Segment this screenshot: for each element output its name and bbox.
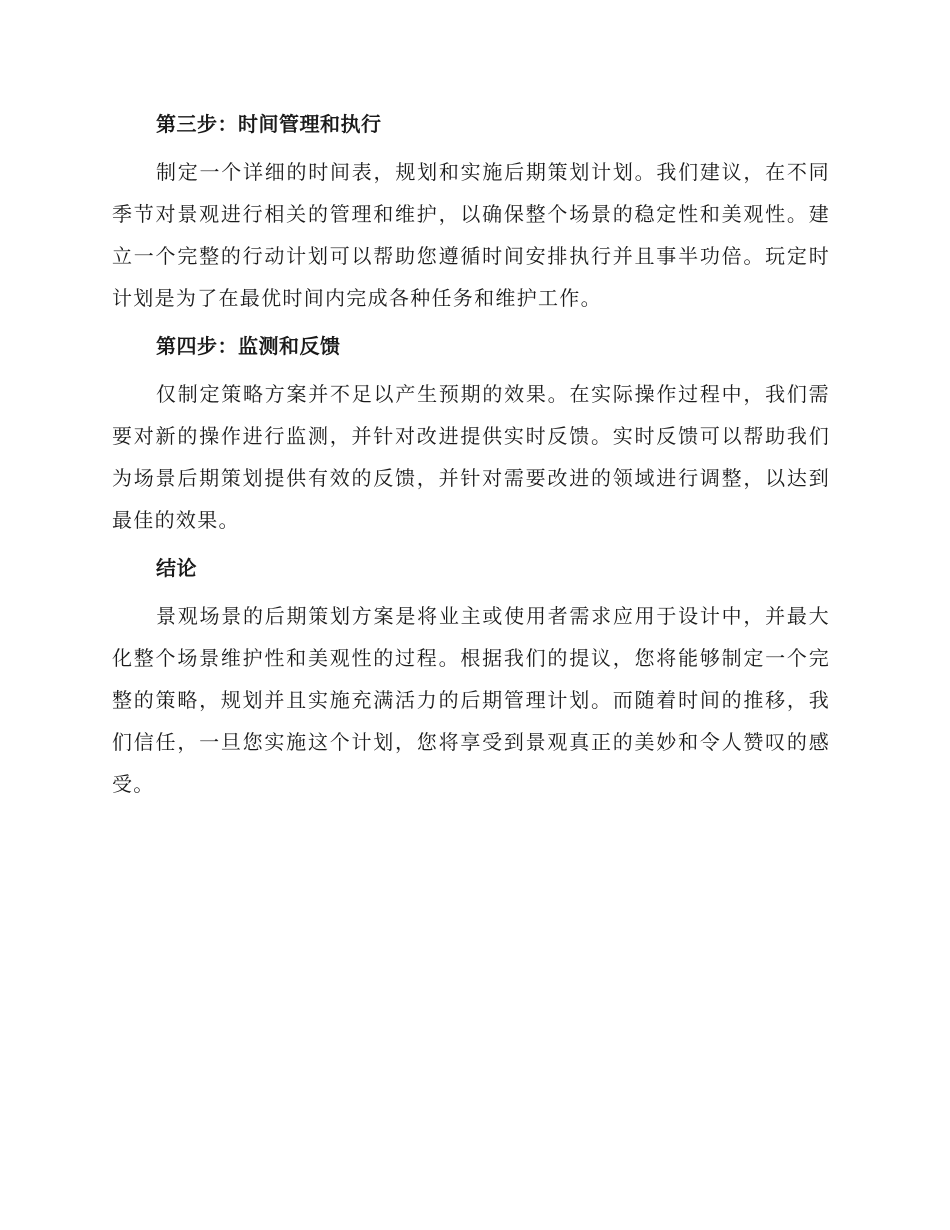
- document-page: [112, 108, 830, 816]
- section-paragraph-step-three: 制定一个详细的时间表，规划和实施后期策划计划。我们建议，在不同季节对景观进行相关的管理和维护，以确保整个场景的稳定性和美观性。建立一个完整的行动计划可以帮助您遵循时间安排执行并且事半功倍。玩定时计划是为了在最优时间内完成各种任务和维护工作。: [112, 160, 830, 310]
- section-heading-step-three: 第三步：时间管理和执行: [156, 112, 382, 136]
- section-heading-step-four: 第四步：监测和反馈: [156, 334, 341, 358]
- section-heading-conclusion: 结论: [156, 556, 197, 580]
- section-paragraph-conclusion: 景观场景的后期策划方案是将业主或使用者需求应用于设计中，并最大化整个场景维护性和美观性的过程。根据我们的提议，您将能够制定一个完整的策略，规划并且实施充满活力的后期管理计划。而随着时间的推移，我们信任，一旦您实施这个计划，您将享受到景观真正的美妙和令人赞叹的感受。: [112, 604, 830, 796]
- section-paragraph-step-four: 仅制定策略方案并不足以产生预期的效果。在实际操作过程中，我们需要对新的操作进行监测，并针对改进提供实时反馈。实时反馈可以帮助我们为场景后期策划提供有效的反馈，并针对需要改进的领域进行调整，以达到最佳的效果。: [112, 382, 830, 532]
